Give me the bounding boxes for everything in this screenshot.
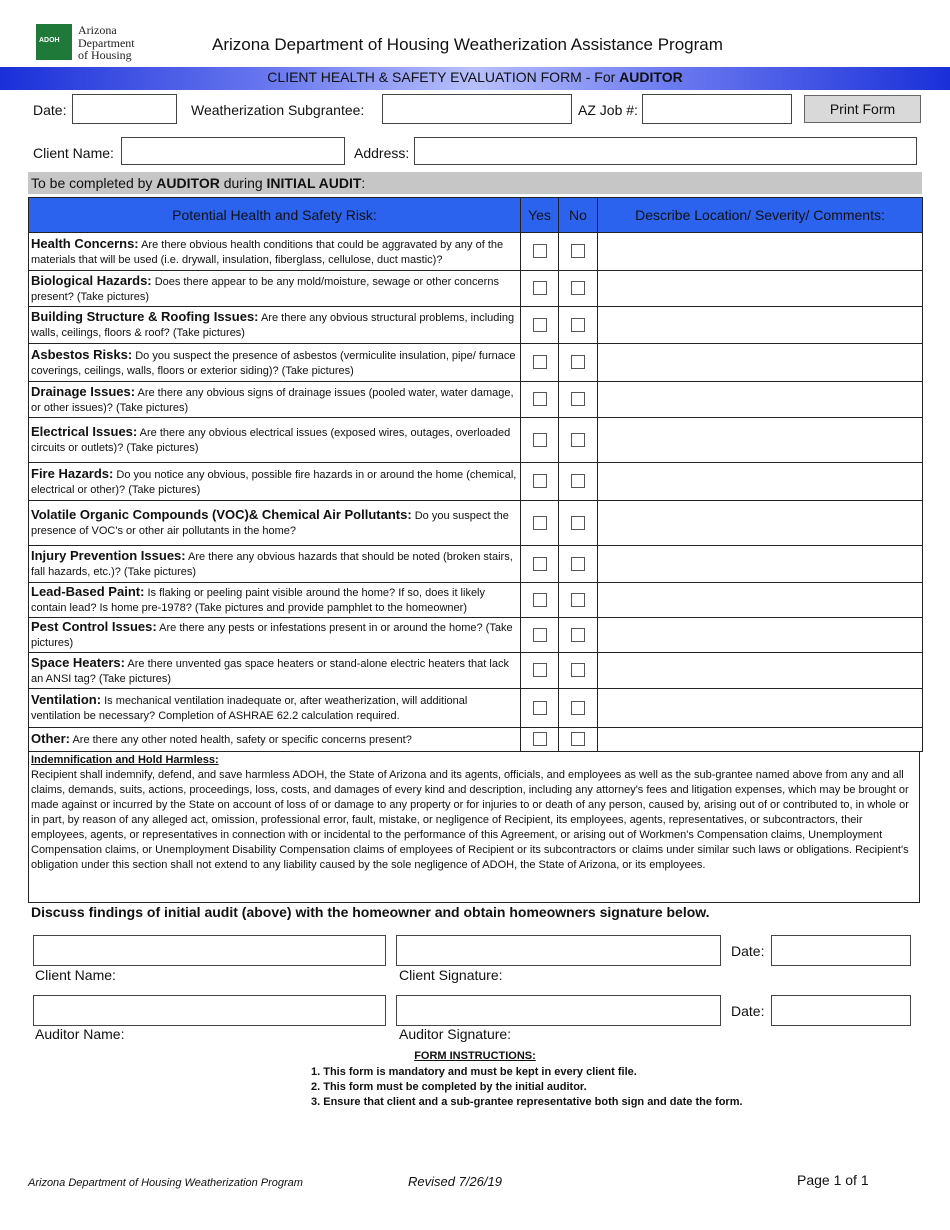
no-checkbox[interactable] — [571, 732, 585, 746]
auditor-name-input[interactable] — [33, 995, 386, 1026]
instruction-text — [31, 175, 365, 191]
cell-yes — [521, 382, 559, 418]
cell-no — [559, 546, 598, 583]
cell-no — [559, 728, 598, 752]
yes-checkbox[interactable] — [533, 392, 547, 406]
adoh-logo-icon — [36, 24, 72, 60]
header-comments: Describe Location/ Severity/ Comments: — [598, 198, 923, 233]
risk-text: Are there any other noted health, safety or specific concerns present? — [70, 734, 412, 746]
cell-no — [559, 233, 598, 271]
auditor-date-input[interactable] — [771, 995, 911, 1026]
logo-line-2: Department — [78, 35, 135, 50]
risk-description — [29, 653, 521, 689]
table-row — [29, 233, 923, 271]
cell-yes — [521, 728, 559, 752]
risk-title: Lead-Based Paint: — [31, 584, 145, 599]
risk-title: Volatile Organic Compounds (VOC)& Chemical Air Pollutants: — [31, 507, 412, 522]
footer-program: Arizona Department of Housing Weatherization Program — [28, 1177, 303, 1189]
risk-text: Do you suspect the presence of asbestos (vermiculite insulation, pipe/ furnace coverings, ceilings, walls, floors or exterior siding)? (Take pictures) — [31, 349, 516, 377]
no-checkbox[interactable] — [571, 663, 585, 677]
cell-no — [559, 501, 598, 546]
risk-text: Is mechanical ventilation inadequate or, after weatherization, will additional ventilation be necessary? Completion of ASHRAE 62.2 calculation required. — [31, 695, 468, 722]
comments-input[interactable] — [598, 233, 923, 271]
date-input[interactable] — [72, 94, 177, 124]
client-name-sign-label: Client Name: — [35, 967, 116, 983]
cell-no — [559, 463, 598, 501]
instruction-item: 2. This form must be completed by the initial auditor. — [311, 1081, 587, 1093]
yes-checkbox[interactable] — [533, 318, 547, 332]
discuss-instruction: Discuss findings of initial audit (above) with the homeowner and obtain homeowners signature below. — [31, 904, 710, 920]
logo-line-1: Arizona — [78, 23, 117, 37]
no-checkbox[interactable] — [571, 244, 585, 258]
risk-text: Do you notice any obvious, possible fire hazards in or around the home (chemical, electrical or other)? (Take pictures) — [31, 468, 517, 496]
risk-description — [29, 344, 521, 382]
cell-yes — [521, 546, 559, 583]
no-checkbox[interactable] — [571, 318, 585, 332]
no-checkbox[interactable] — [571, 593, 585, 607]
yes-checkbox[interactable] — [533, 474, 547, 488]
comments-input[interactable] — [598, 418, 923, 463]
comments-input[interactable] — [598, 689, 923, 728]
table-row — [29, 728, 923, 752]
yes-checkbox[interactable] — [533, 433, 547, 447]
no-checkbox[interactable] — [571, 701, 585, 715]
cell-no — [559, 418, 598, 463]
risk-title: Electrical Issues: — [31, 424, 138, 439]
risk-text: Are there obvious health conditions that could be aggravated by any of the materials that will be used (i.e. drywall, insulation, fiberglass, cellulose, duct mastic)? — [31, 238, 504, 266]
table-row — [29, 501, 923, 546]
cell-yes — [521, 307, 559, 344]
cell-no — [559, 583, 598, 618]
header-yes: Yes — [521, 198, 559, 233]
yes-checkbox[interactable] — [533, 516, 547, 530]
table-row — [29, 583, 923, 618]
date-label: Date: — [33, 102, 67, 118]
instruction-role: AUDITOR — [156, 175, 220, 191]
yes-checkbox[interactable] — [533, 557, 547, 571]
form-instructions-title: FORM INSTRUCTIONS: — [414, 1050, 536, 1062]
risk-text: Are there any obvious structural problems, including walls, ceilings, floors & roof? (Take pictures) — [31, 312, 515, 339]
no-checkbox[interactable] — [571, 433, 585, 447]
comments-input[interactable] — [598, 653, 923, 689]
auditor-date-label: Date: — [731, 1003, 765, 1019]
cell-no — [559, 618, 598, 653]
risk-title: Injury Prevention Issues: — [31, 548, 186, 563]
risk-description — [29, 418, 521, 463]
footer-page: Page 1 of 1 — [797, 1172, 869, 1188]
risk-text: Is flaking or peeling paint visible around the home? If so, does it likely contain lead? Is home pre-1978? (Take pictures and provide pamphlet to the homeowner) — [31, 587, 486, 614]
auditor-signature-input[interactable] — [396, 995, 721, 1026]
cell-yes — [521, 689, 559, 728]
instruction-part: : — [361, 175, 366, 191]
instruction-phase: INITIAL AUDIT — [266, 175, 362, 191]
risk-description — [29, 271, 521, 307]
risk-description — [29, 501, 521, 546]
form-title — [0, 69, 950, 85]
risk-description — [29, 583, 521, 618]
form-title-role: AUDITOR — [619, 69, 683, 85]
risk-text: Are there any obvious hazards that should be noted (broken stairs, fall hazards, etc.)? (Take pictures) — [31, 551, 513, 578]
comments-input[interactable] — [598, 728, 923, 752]
yes-checkbox[interactable] — [533, 593, 547, 607]
comments-input[interactable] — [598, 463, 923, 501]
instruction-item: 3. Ensure that client and a sub-grantee representative both sign and date the form. — [311, 1096, 743, 1108]
no-checkbox[interactable] — [571, 281, 585, 295]
table-row — [29, 689, 923, 728]
client-date-input[interactable] — [771, 935, 911, 966]
form-title-prefix: CLIENT HEALTH & SAFETY EVALUATION FORM - For — [267, 69, 620, 85]
risk-title: Space Heaters: — [31, 654, 125, 670]
logo-wordmark — [78, 24, 135, 62]
risk-description — [29, 546, 521, 583]
comments-input[interactable] — [598, 546, 923, 583]
table-row — [29, 382, 923, 418]
yes-checkbox[interactable] — [533, 244, 547, 258]
risk-title: Ventilation: — [31, 692, 102, 707]
logo-abbr: ADOH — [39, 37, 60, 44]
table-header-row — [29, 198, 923, 233]
cell-yes — [521, 618, 559, 653]
risk-description — [29, 618, 521, 653]
cell-no — [559, 382, 598, 418]
comments-input[interactable] — [598, 344, 923, 382]
indemnification-section — [28, 751, 920, 903]
no-checkbox[interactable] — [571, 355, 585, 369]
no-checkbox[interactable] — [571, 516, 585, 530]
indemnification-title: Indemnification and Hold Harmless: — [31, 754, 219, 766]
client-signature-input[interactable] — [396, 935, 721, 966]
cell-yes — [521, 418, 559, 463]
cell-no — [559, 689, 598, 728]
comments-input[interactable] — [598, 271, 923, 307]
cell-yes — [521, 583, 559, 618]
table-row — [29, 546, 923, 583]
risk-description — [29, 233, 521, 271]
risk-table — [28, 197, 923, 752]
risk-title: Health Concerns: — [31, 235, 139, 251]
no-checkbox[interactable] — [571, 392, 585, 406]
table-row — [29, 463, 923, 501]
table-row — [29, 307, 923, 344]
subgrantee-input[interactable] — [382, 94, 572, 124]
cell-yes — [521, 233, 559, 271]
risk-title: Asbestos Risks: — [31, 346, 133, 362]
cell-yes — [521, 271, 559, 307]
cell-no — [559, 344, 598, 382]
auditor-signature-label: Auditor Signature: — [399, 1026, 512, 1042]
risk-text: Are there any pests or infestations present in or around the home? (Take pictures) — [31, 622, 513, 649]
risk-description — [29, 728, 521, 752]
cell-no — [559, 307, 598, 344]
risk-title: Drainage Issues: — [31, 383, 136, 399]
no-checkbox[interactable] — [571, 557, 585, 571]
logo-line-3: of Housing — [78, 48, 132, 62]
program-title: Arizona Department of Housing Weatherization Assistance Program — [212, 35, 723, 54]
risk-text: Do you suspect the presence of VOC's or other air pollutants in the home? — [31, 510, 509, 537]
az-job-label: AZ Job #: — [578, 102, 638, 118]
risk-title: Pest Control Issues: — [31, 619, 157, 634]
cell-yes — [521, 501, 559, 546]
yes-checkbox[interactable] — [533, 628, 547, 642]
risk-text: Are there any obvious electrical issues (exposed wires, outages, overloaded circuits or outlets)? (Take pictures) — [31, 427, 511, 454]
table-row — [29, 618, 923, 653]
comments-input[interactable] — [598, 307, 923, 344]
cell-yes — [521, 344, 559, 382]
header-no: No — [559, 198, 598, 233]
cell-no — [559, 653, 598, 689]
instruction-part: To be completed by — [31, 175, 157, 191]
cell-yes — [521, 463, 559, 501]
yes-checkbox[interactable] — [533, 732, 547, 746]
table-row — [29, 271, 923, 307]
cell-no — [559, 271, 598, 307]
risk-text: Are there any obvious signs of drainage issues (pooled water, water damage, or other issues)? (Take pictures) — [31, 386, 514, 414]
risk-title: Other: — [31, 731, 70, 746]
table-row — [29, 418, 923, 463]
risk-description — [29, 689, 521, 728]
no-checkbox[interactable] — [571, 628, 585, 642]
instruction-part: during — [219, 175, 267, 191]
yes-checkbox[interactable] — [533, 281, 547, 295]
indemnification-body: Recipient shall indemnify, defend, and save harmless ADOH, the State of Arizona and its agents, officials, and employees as well as the sub-grantee named above from any and all claims, demands, suits, actions, proceedings, loss, costs, and damages of every kind and description, including any attorney's fees and litigation expenses, which may be brought or made against or incurred by the State on account of loss of or damage to any property or for injuries to or death of any person, caused by, arising out of or contributed to, in whole or in part, by reason of any alleged act, omission, professional error, fault, mistake, or negligence of Recipient, its employees, agents, representatives, or subcontractors, their employees, agents, or representatives in connection with or incidental to the performance of this Agreement, or arising out of Workmen's Compensation claims, Unemployment Compensation claims, or Unemployment Disability Compensation claims of employees of Recipient or its subcontractors or claims under similar such laws or obligations. Recipient's obligation under this section shall not extend to any liability caused by the sole negligence of ADOH, the State of Arizona, or its employees. — [31, 769, 909, 871]
comments-input[interactable] — [598, 583, 923, 618]
yes-checkbox[interactable] — [533, 701, 547, 715]
instruction-item: 1. This form is mandatory and must be kept in every client file. — [311, 1066, 637, 1078]
client-name-sign-input[interactable] — [33, 935, 386, 966]
risk-text: Does there appear to be any mold/moisture, sewage or other concerns present? (Take pictures) — [31, 275, 499, 303]
footer-revised: Revised 7/26/19 — [408, 1174, 502, 1189]
risk-title: Fire Hazards: — [31, 465, 114, 481]
yes-checkbox[interactable] — [533, 663, 547, 677]
print-form-button[interactable]: Print Form — [804, 95, 921, 123]
cell-yes — [521, 653, 559, 689]
risk-text: Are there unvented gas space heaters or stand-alone electric heaters that lack an ANSI tag? (Take pictures) — [31, 657, 509, 685]
risk-title: Biological Hazards: — [31, 272, 152, 288]
comments-input[interactable] — [598, 618, 923, 653]
auditor-name-label: Auditor Name: — [35, 1026, 125, 1042]
comments-input[interactable] — [598, 382, 923, 418]
comments-input[interactable] — [598, 501, 923, 546]
client-name-label: Client Name: — [33, 145, 114, 161]
table-row — [29, 653, 923, 689]
address-input[interactable] — [414, 137, 917, 165]
risk-title: Building Structure & Roofing Issues: — [31, 309, 259, 324]
yes-checkbox[interactable] — [533, 355, 547, 369]
table-row — [29, 344, 923, 382]
risk-description — [29, 307, 521, 344]
az-job-input[interactable] — [642, 94, 792, 124]
client-name-input[interactable] — [121, 137, 345, 165]
client-signature-label: Client Signature: — [399, 967, 503, 983]
address-label: Address: — [354, 145, 410, 161]
client-date-label: Date: — [731, 943, 765, 959]
risk-description — [29, 463, 521, 501]
subgrantee-label: Weatherization Subgrantee: — [191, 102, 365, 118]
no-checkbox[interactable] — [571, 474, 585, 488]
risk-description — [29, 382, 521, 418]
header-risk: Potential Health and Safety Risk: — [29, 198, 521, 233]
